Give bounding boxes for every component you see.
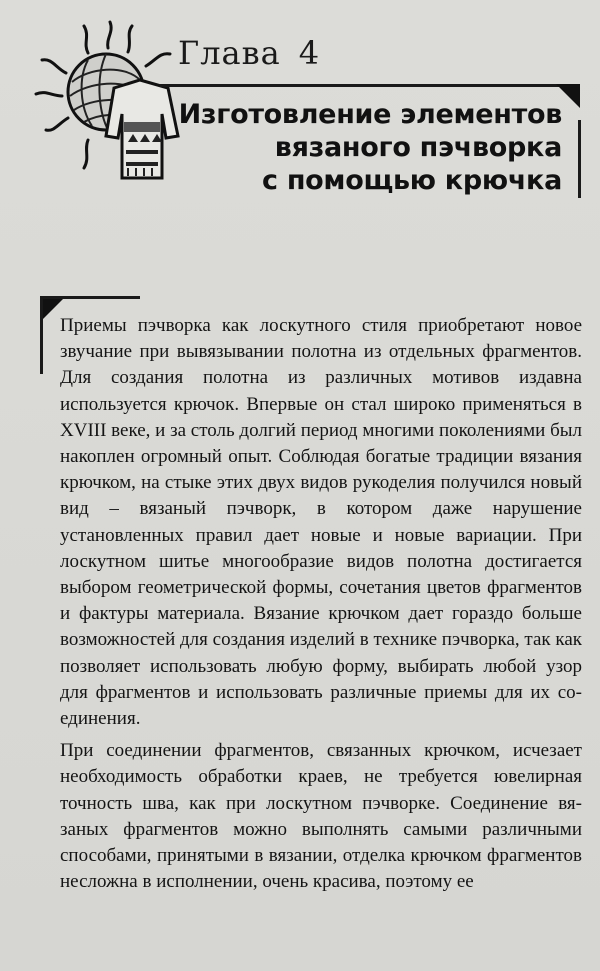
chapter-title-line: с помощью крючка <box>262 165 562 196</box>
chapter-label: Глава <box>178 34 281 72</box>
paragraph: При соединении фрагментов, связанных крючком, исчезает необходимость обработки краев, не требуется ювелирная точность шва, как при лоскутном пэчворке. Соединение вязаных фрагментов можно выполнять самыми различными способами, принятыми в вязании, отделка крючком фрагментов несложна в исполнении, очень красива, поэтому ее <box>60 740 582 893</box>
yarn-ball-sweater-icon <box>28 18 188 193</box>
chapter-title-line: вязаного пэчворка <box>274 132 562 163</box>
chapter-title <box>179 98 562 197</box>
chapter-heading <box>178 34 320 72</box>
title-side-rule <box>578 120 581 198</box>
title-top-rule <box>160 84 580 87</box>
paragraph: Приемы пэчворка как лоскутного стиля приобретают новое звучание при вывязывании полотна из отдельных фрагментов. Для создания полотна из различных мотивов издавна используется крючок. Впервые он стал широко применяться в XVIII веке, и за столь долгий период многими поколениями был накоплен огромный опыт. Соблюдая богатые традиции вязания крючком, на стыке этих двух видов рукоделия получился новый вид – вязаный пэчворк, в котором даже нарушение установленных правил дает новые и новые вариации. При лоскутном шитье многообразие видов полотна достигается выбором геометрической формы, сочетания цветов фрагментов и фактуры материала. Вязание крючком дает гораздо больше возможностей для создания изделий в технике пэчворка, так как позволяет использовать любую форму, выбирать любой узор для фрагментов и использовать различные приемы для их соединения. <box>60 315 582 730</box>
chapter-number: 4 <box>298 34 321 72</box>
chapter-title-line: Изготовление элементов <box>178 99 562 130</box>
body-text <box>60 313 582 895</box>
